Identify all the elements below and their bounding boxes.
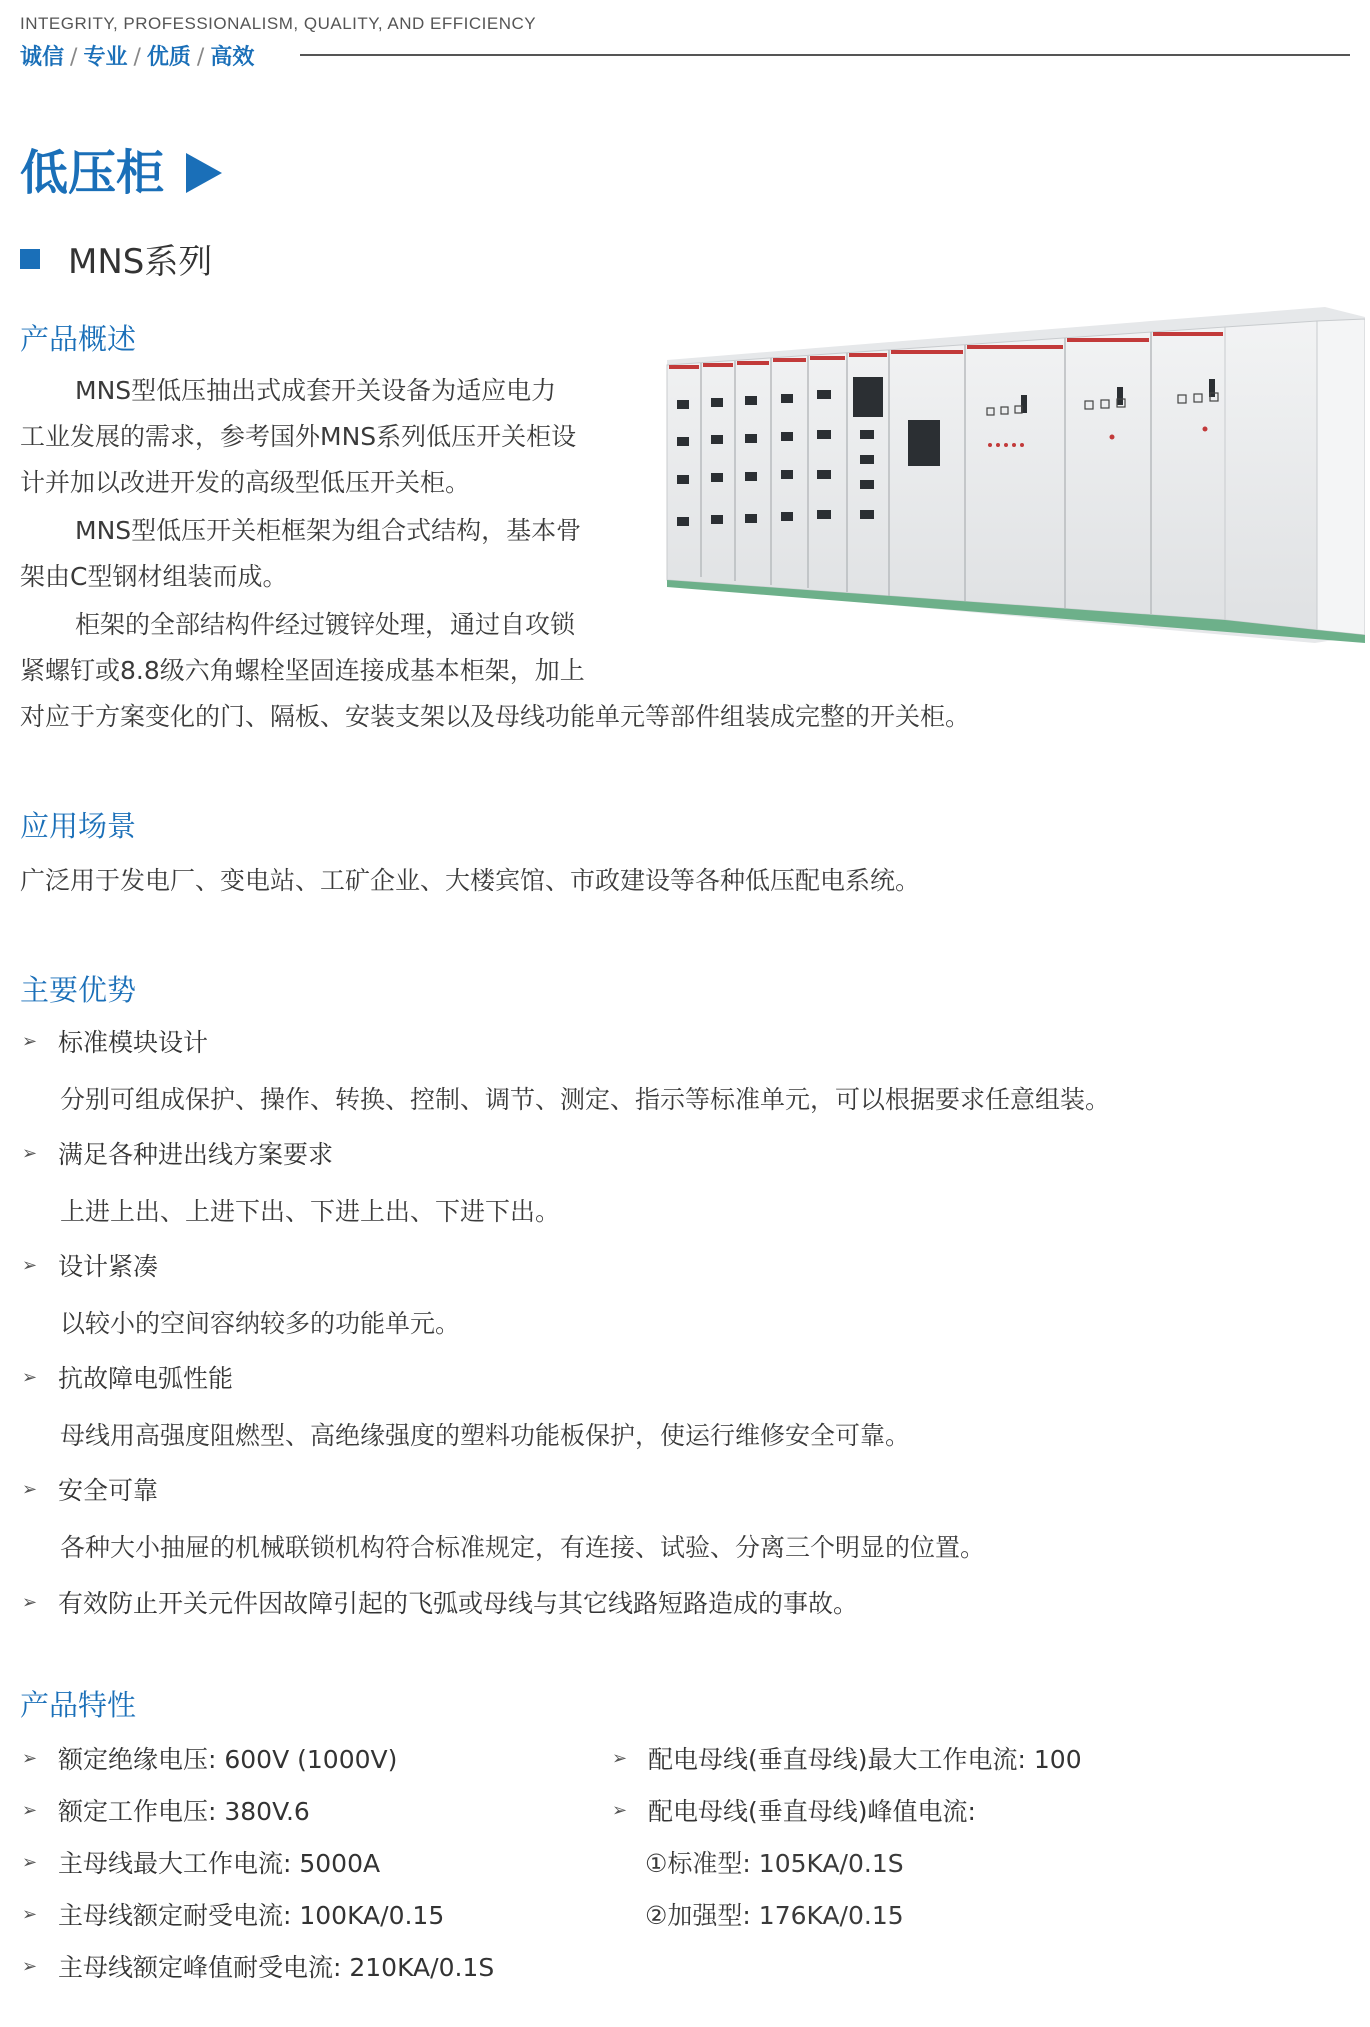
- feature-text: 配电母线(垂直母线)最大工作电流: 100: [648, 1745, 1082, 1774]
- feature-item: [22, 1896, 444, 1932]
- arrow-bullet-icon: ➢: [22, 1799, 38, 1821]
- arrow-bullet-icon: ➢: [22, 1478, 38, 1500]
- features-heading: 产品特性: [20, 1688, 137, 1722]
- overview-line: 架由C型钢材组装而成。: [20, 562, 288, 591]
- feature-item: [22, 1844, 380, 1880]
- advantage-title: 抗故障电弧性能: [58, 1364, 234, 1393]
- feature-text: 额定工作电压: 380V.6: [58, 1797, 310, 1826]
- page-title: [20, 143, 222, 203]
- overview-line: 对应于方案变化的门、隔板、安装支架以及母线功能单元等部件组装成完整的开关柜。: [20, 702, 971, 731]
- advantage-item: [22, 1584, 858, 1620]
- feature-item: [612, 1792, 976, 1828]
- motto-word: 诚信: [20, 45, 65, 70]
- advantage-item: [22, 1471, 158, 1507]
- series-heading: [20, 234, 212, 283]
- play-triangle-icon: [186, 153, 222, 193]
- application-text: 广泛用于发电厂、变电站、工矿企业、大楼宾馆、市政建设等各种低压配电系统。: [20, 866, 921, 895]
- advantage-desc: 母线用高强度阻燃型、高绝缘强度的塑料功能板保护，使运行维修安全可靠。: [60, 1421, 911, 1450]
- overview-line: 紧螺钉或8.8级六角螺栓坚固连接成基本柜架，加上: [20, 656, 585, 685]
- feature-text: 额定绝缘电压: 600V (1000V): [58, 1745, 398, 1774]
- arrow-bullet-icon: ➢: [22, 1366, 38, 1388]
- arrow-bullet-icon: ➢: [22, 1747, 38, 1769]
- overview-line: MNS型低压开关柜框架为组合式结构，基本骨: [75, 516, 582, 545]
- arrow-bullet-icon: ➢: [22, 1254, 38, 1276]
- series-text: MNS系列: [68, 242, 213, 282]
- arrow-bullet-icon: ➢: [22, 1030, 38, 1052]
- advantage-title: 安全可靠: [58, 1476, 159, 1505]
- feature-item: [612, 1740, 1082, 1776]
- advantage-item: [22, 1135, 333, 1171]
- advantage-desc: 上进上出、上进下出、下进上出、下进下出。: [60, 1197, 561, 1226]
- advantage-title: 满足各种进出线方案要求: [58, 1140, 334, 1169]
- arrow-bullet-icon: ➢: [612, 1747, 628, 1769]
- overview-line: 柜架的全部结构件经过镀锌处理，通过自攻锁: [75, 610, 576, 639]
- feature-item: [22, 1792, 310, 1828]
- page-title-text: 低压柜: [20, 145, 165, 201]
- feature-text: 配电母线(垂直母线)峰值电流:: [648, 1797, 976, 1826]
- feature-subitem: ①标准型: 105KA/0.1S: [645, 1849, 904, 1878]
- advantage-desc: 分别可组成保护、操作、转换、控制、调节、测定、指示等标准单元，可以根据要求任意组装。: [60, 1085, 1111, 1114]
- feature-item: [22, 1740, 397, 1776]
- arrow-bullet-icon: ➢: [22, 1955, 38, 1977]
- motto-word: 优质: [146, 45, 191, 70]
- overview-line: 计并加以改进开发的高级型低压开关柜。: [20, 468, 471, 497]
- arrow-bullet-icon: ➢: [612, 1799, 628, 1821]
- motto-word: 高效: [210, 45, 255, 70]
- overview-line: 工业发展的需求，参考国外MNS系列低压开关柜设: [20, 422, 577, 451]
- feature-subitem: ②加强型: 176KA/0.15: [645, 1901, 904, 1930]
- advantages-heading: 主要优势: [20, 973, 137, 1007]
- feature-text: 主母线额定峰值耐受电流: 210KA/0.1S: [58, 1953, 495, 1982]
- advantage-title: 标准模块设计: [58, 1028, 209, 1057]
- advantage-title: 设计紧凑: [58, 1252, 159, 1281]
- motto-word: 专业: [83, 45, 128, 70]
- header-divider: [300, 54, 1350, 56]
- motto-english: INTEGRITY, PROFESSIONALISM, QUALITY, AND EFFICIENCY: [20, 14, 537, 33]
- advantage-item: [22, 1023, 208, 1059]
- arrow-bullet-icon: ➢: [22, 1591, 38, 1613]
- switchgear-cabinet-image: [665, 305, 1365, 643]
- advantage-title: 有效防止开关元件因故障引起的飞弧或母线与其它线路短路造成的事故。: [58, 1589, 859, 1618]
- feature-text: 主母线最大工作电流: 5000A: [58, 1849, 381, 1878]
- advantage-item: [22, 1359, 233, 1395]
- advantage-item: [22, 1247, 158, 1283]
- application-heading: 应用场景: [20, 809, 137, 843]
- overview-heading: 产品概述: [20, 322, 137, 356]
- advantage-desc: 以较小的空间容纳较多的功能单元。: [60, 1309, 461, 1338]
- motto-chinese: 诚信 / 专业 / 优质 / 高效: [20, 45, 255, 70]
- overview-line: MNS型低压抽出式成套开关设备为适应电力: [75, 376, 557, 405]
- arrow-bullet-icon: ➢: [22, 1851, 38, 1873]
- feature-text: 主母线额定耐受电流: 100KA/0.15: [58, 1901, 445, 1930]
- arrow-bullet-icon: ➢: [22, 1903, 38, 1925]
- advantage-desc: 各种大小抽屉的机械联锁机构符合标准规定，有连接、试验、分离三个明显的位置。: [60, 1533, 986, 1562]
- square-bullet-icon: [20, 249, 40, 269]
- arrow-bullet-icon: ➢: [22, 1142, 38, 1164]
- feature-item: [22, 1948, 494, 1984]
